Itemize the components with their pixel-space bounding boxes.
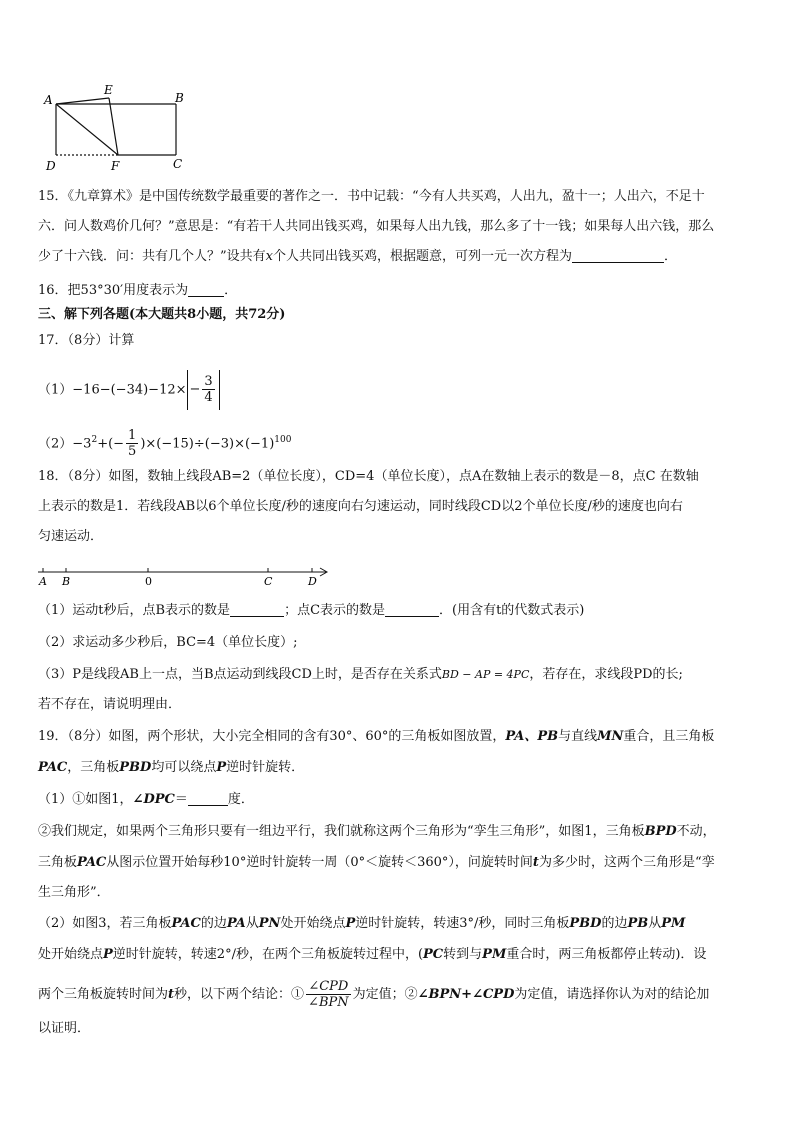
q18-line2: 上表示的数是1．若线段AB以6个单位长度/秒的速度向右匀速运动，同时线段CD以2个单位长度/秒的速度也向右 (38, 499, 683, 514)
q18-line1: 18．（8分）如图，数轴上线段AB=2（单位长度），CD=4（单位长度），点A在数轴上表示的数是－8，点C 在数轴 (38, 469, 699, 484)
absolute-value: − $\frac{3}{4}$ (187, 370, 220, 410)
axis-label-O: 0 (145, 575, 152, 588)
axis-label-B: B (62, 575, 71, 588)
section-3-title: 三、解下列各题(本大题共8小题，共72分) (38, 307, 286, 322)
q19-part2-line3: 两个三角板旋转时间为t秒，以下两个结论：① $\frac{\text{∠CPD}}{\text{∠BPN}}$ 为定值；②∠BPN+∠CPD为定值，请选择你认为对的结论加 (38, 979, 710, 1010)
label-E: E (104, 83, 113, 97)
q19-sub2-line3: 生三角形”． (38, 885, 110, 900)
q18-blank-c[interactable] (385, 602, 439, 617)
q19-sub1: （1）①如图1，∠DPC＝ 度． (38, 792, 254, 807)
label-F: F (111, 159, 120, 173)
axis-label-D: D (308, 575, 317, 588)
axis-label-A: A (39, 575, 47, 588)
q18-sub1: （1）运动t秒后，点B表示的数是 ；点C表示的数是 ．(用含有t的代数式表示) (38, 603, 585, 618)
q16: 16．把53°30′用度表示为 ． (38, 283, 238, 298)
q18-sub3: （3）P是线段AB上一点，当B点运动到线段CD上时，是否存在关系式BD − AP = 4PC，若存在，求线段PD的长; (38, 667, 683, 682)
q19-sub2-line1: ②我们规定，如果两个三角形只要有一组边平行，我们就称这两个三角形为“孪生三角形”，如图1，三角板BPD不动， (38, 824, 716, 839)
q18-blank-b[interactable] (230, 602, 284, 617)
q17-title: 17．（8分）计算 (38, 333, 135, 348)
q19-sub2-line2: 三角板PAC从图示位置开始每秒10°逆时针旋转一周（0°＜旋转＜360°），问旋转时间t为多少时，这两个三角形是“孪 (38, 855, 715, 870)
q17-part1: （1）−16−(−34)−12× − $\frac{3}{4}$ (38, 370, 220, 411)
rectangle-fold-figure (40, 82, 200, 174)
q15-line1: 15．《九章算术》是中国传统数学最重要的著作之一．书中记载：“今有人共买鸡，人出九，盈十一；人出六，不足十 (38, 189, 705, 204)
q19-answer-blank[interactable] (188, 791, 228, 806)
q19-part2-line4: 以证明． (38, 1021, 91, 1036)
q15-line2: 六．问人数鸡价几何？”意思是：“有若干人共同出钱买鸡，如果每人出九钱，那么多了十一钱；如果每人出六钱，那么 (38, 219, 715, 234)
label-C: C (173, 157, 183, 171)
q15-answer-blank[interactable] (572, 248, 664, 263)
number-line (34, 562, 334, 588)
axis-label-C: C (264, 575, 273, 588)
q19-line1: 19．（8分）如图，两个形状，大小完全相同的含有30°、60°的三角板如图放置，PA、PB与直线MN重合，且三角板 (38, 729, 715, 744)
q19-part2-line2: 处开始绕点P逆时针旋转，转速2°/秒，在两个三角板旋转过程中，(PC转到与PM重合时，两三角板都停止转动)．设 (38, 947, 707, 962)
q15-line3: 少了十六钱．问：共有几个人？”设共有x个人共同出钱买鸡，根据题意，可列一元一次方程为 ． (38, 249, 678, 264)
q18-line3: 匀速运动． (38, 529, 104, 544)
q17-part2: $(2)-3^2+(-$ $\frac{1}{5}$ )$\times(-15)\div(-3)\times(-1)^{100}$ (38, 428, 292, 460)
q18-sub3-cont: 若不存在，请说明理由． (38, 697, 182, 712)
q19-part2-line1: （2）如图3，若三角板PAC的边PA从PN处开始绕点P逆时针旋转，转速3°/秒，同时三角板PBD的边PB从PM (38, 916, 686, 931)
label-A: A (44, 93, 53, 107)
label-D: D (46, 159, 56, 173)
q19-line2: PAC，三角板PBD均可以绕点P逆时针旋转． (38, 760, 305, 775)
q18-sub2: （2）求运动多少秒后，BC=4（单位长度）; (38, 635, 298, 650)
q16-answer-blank[interactable] (188, 282, 224, 297)
label-B: B (175, 91, 184, 105)
